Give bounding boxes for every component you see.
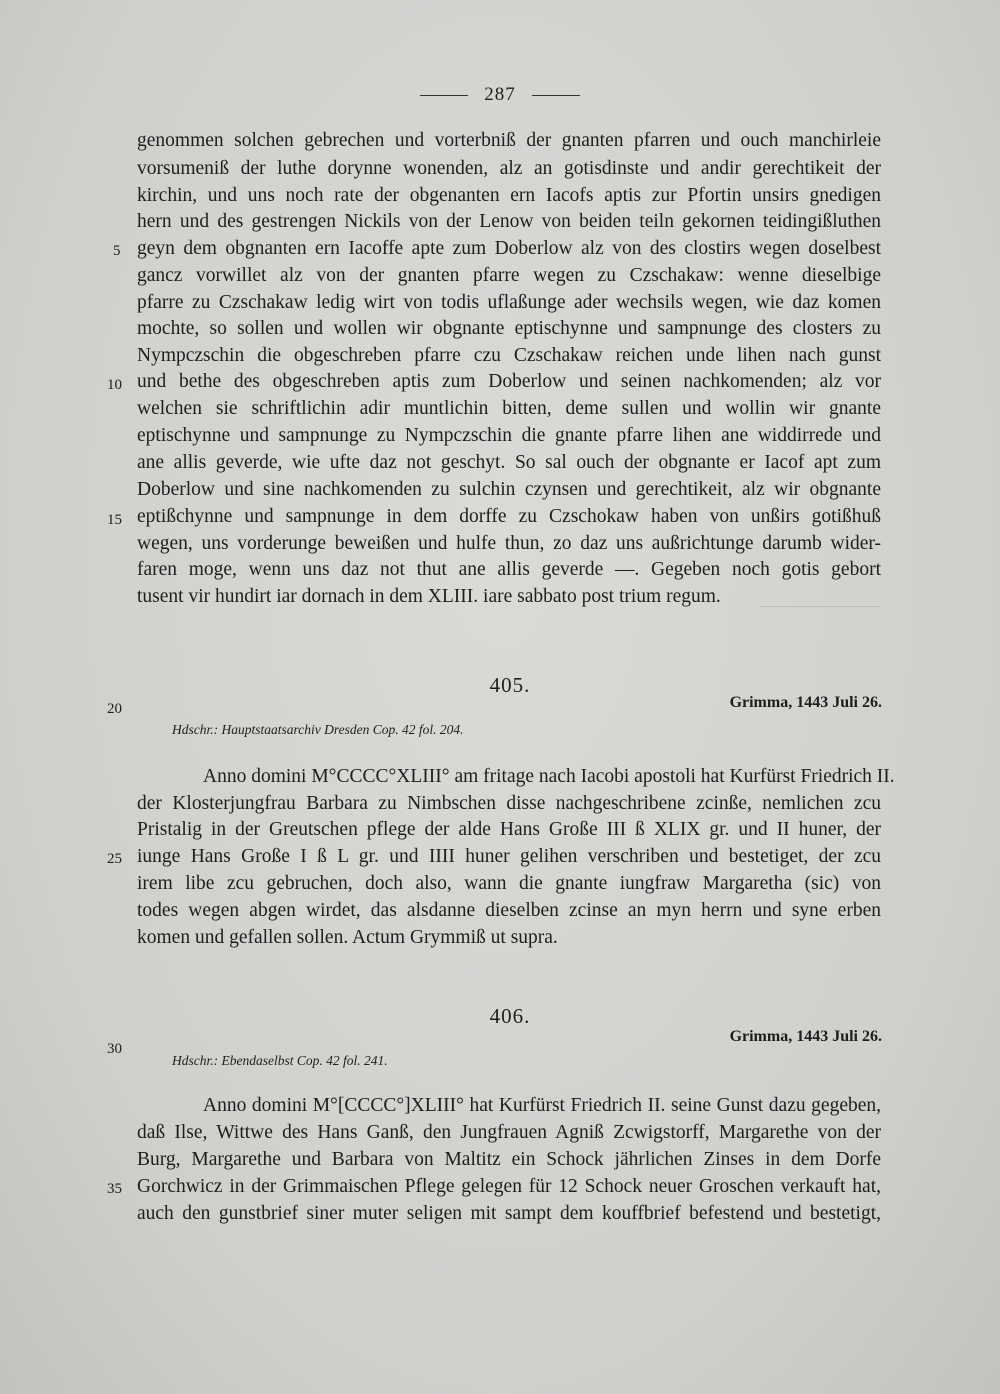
text-line: geyn dem obgnanten ern Iacoffe apte zum Doberlow alz von des clostirs wegen doselbest	[137, 238, 881, 259]
page-number: 287	[484, 84, 516, 105]
text-line: pfarre zu Czschakaw ledig wirt von todis uflaßunge ader wechsils wegen, wie daz komen	[137, 292, 881, 313]
text-line: irem libe zcu gebruchen, doch also, wann die gnante iungfraw Margaretha (sic) von	[137, 873, 881, 894]
text-line: Burg, Margarethe und Barbara von Maltitz ein Schock jährlichen Zinses in dem Dorfe	[137, 1149, 881, 1170]
text-line: mochte, so sollen und wollen wir obgnante eptischynne und sampnunge des closters zu	[137, 318, 881, 339]
text-line: gancz vorwillet alz von der gnanten pfarre wegen zu Czschakaw: wenne dieselbige	[137, 265, 881, 286]
line-number: 35	[107, 1181, 122, 1197]
text-line: ane allis geverde, wie ufte daz not geschyt. So sal ouch der obgnante er Iacof apt zum	[137, 452, 881, 473]
text-line: Doberlow und sine nachkomenden zu sulchin czynsen und gerechtikeit, alz wir obgnante	[137, 479, 881, 500]
line-number: 25	[107, 851, 122, 867]
line-number: 30	[107, 1041, 122, 1057]
text-line: Anno domini M°CCCC°XLIII° am fritage nach Iacobi apostoli hat Kurfürst Friedrich II.	[203, 766, 895, 787]
line-number: 15	[107, 512, 122, 528]
text-line: daß Ilse, Wittwe des Hans Ganß, den Jungfrauen Agniß Zcwigstorff, Margarethe von der	[137, 1122, 881, 1143]
source-note-405: Hdschr.: Hauptstaatsarchiv Dresden Cop. 42 fol. 204.	[172, 722, 464, 737]
text-line: wegen, uns vorderunge beweißen und hulfe thun, zo daz uns außrichtunge darumb wider-	[137, 533, 881, 554]
page-header	[0, 84, 1000, 106]
text-line: Anno domini M°[CCCC°]XLIII° hat Kurfürst Friedrich II. seine Gunst dazu gegeben,	[203, 1095, 881, 1116]
text-line: komen und gefallen sollen. Actum Grymmiß ut supra.	[137, 927, 558, 948]
text-line: tusent vir hundirt iar dornach in dem XLIII. iare sabbato post trium regum.	[137, 586, 721, 607]
text-line: Pristalig in der Greutschen pflege der alde Hans Große III ß XLIX gr. und II huner, der	[137, 819, 881, 840]
text-line: faren moge, wenn uns daz not thut ane allis geverde —. Gegeben noch gotis gebort	[137, 559, 881, 580]
entry-date-405: Grimma, 1443 Juli 26.	[729, 694, 882, 711]
text-line: eptißchynne und sampnunge in dem dorffe zu Czschokaw haben von unßirs gotißhuß	[137, 506, 881, 527]
header-rule-right	[532, 95, 580, 96]
text-line: kirchin, und uns noch rate der obgenanten ern Iacofs aptis zur Pfortin unsirs gnedigen	[137, 185, 881, 206]
text-line: auch den gunstbrief siner muter seligen mit sampt dem kouffbrief befestend und bestetigt,	[137, 1203, 881, 1224]
line-number: 20	[107, 701, 122, 717]
text-line: hern und des gestrengen Nickils von der Lenow von beiden teiln gekornen teidingißluthen	[137, 211, 881, 232]
entry-number-405: 405.	[489, 673, 531, 697]
line-number: 5	[113, 243, 121, 259]
entry-number-406: 406.	[489, 1004, 531, 1028]
line-number: 10	[107, 377, 122, 393]
text-line: welchen sie schriftlichin adir muntlichin bitten, deme sullen und wollin wir gnante	[137, 398, 881, 419]
text-line: Gorchwicz in der Grimmaischen Pflege gelegen für 12 Schock neuer Groschen verkauft hat,	[137, 1176, 881, 1197]
source-note-406: Hdschr.: Ebendaselbst Cop. 42 fol. 241.	[172, 1053, 388, 1068]
text-line: todes wegen abgen wirdet, das alsdanne dieselben zcinse an myn herrn und syne erben	[137, 900, 881, 921]
header-rule-left	[420, 95, 468, 96]
text-line: der Klosterjungfrau Barbara zu Nimbschen disse nachgeschribene zcinße, nemlichen zcu	[137, 793, 881, 814]
text-line: iunge Hans Große I ß L gr. und IIII huner gelihen verschriben und bestetiget, der zcu	[137, 846, 881, 867]
text-line: vorsumeniß der luthe dorynne wonenden, alz an gotisdinste und andir gerechtikeit der	[137, 158, 881, 179]
text-line: genommen solchen gebrechen und vorterbniß der gnanten pfarren und ouch manchirleie	[137, 130, 881, 151]
bleed-through-mark	[760, 606, 880, 619]
text-line: eptischynne und sampnunge zu Nympczschin die gnante pfarre lihen ane widdirrede und	[137, 425, 881, 446]
entry-date-406: Grimma, 1443 Juli 26.	[729, 1028, 882, 1045]
text-line: und bethe des obgeschreben aptis zum Doberlow und seinen nachkomenden; alz vor	[137, 371, 881, 392]
text-line: Nympczschin die obgeschreben pfarre czu Czschakaw reichen unde lihen nach gunst	[137, 345, 881, 366]
